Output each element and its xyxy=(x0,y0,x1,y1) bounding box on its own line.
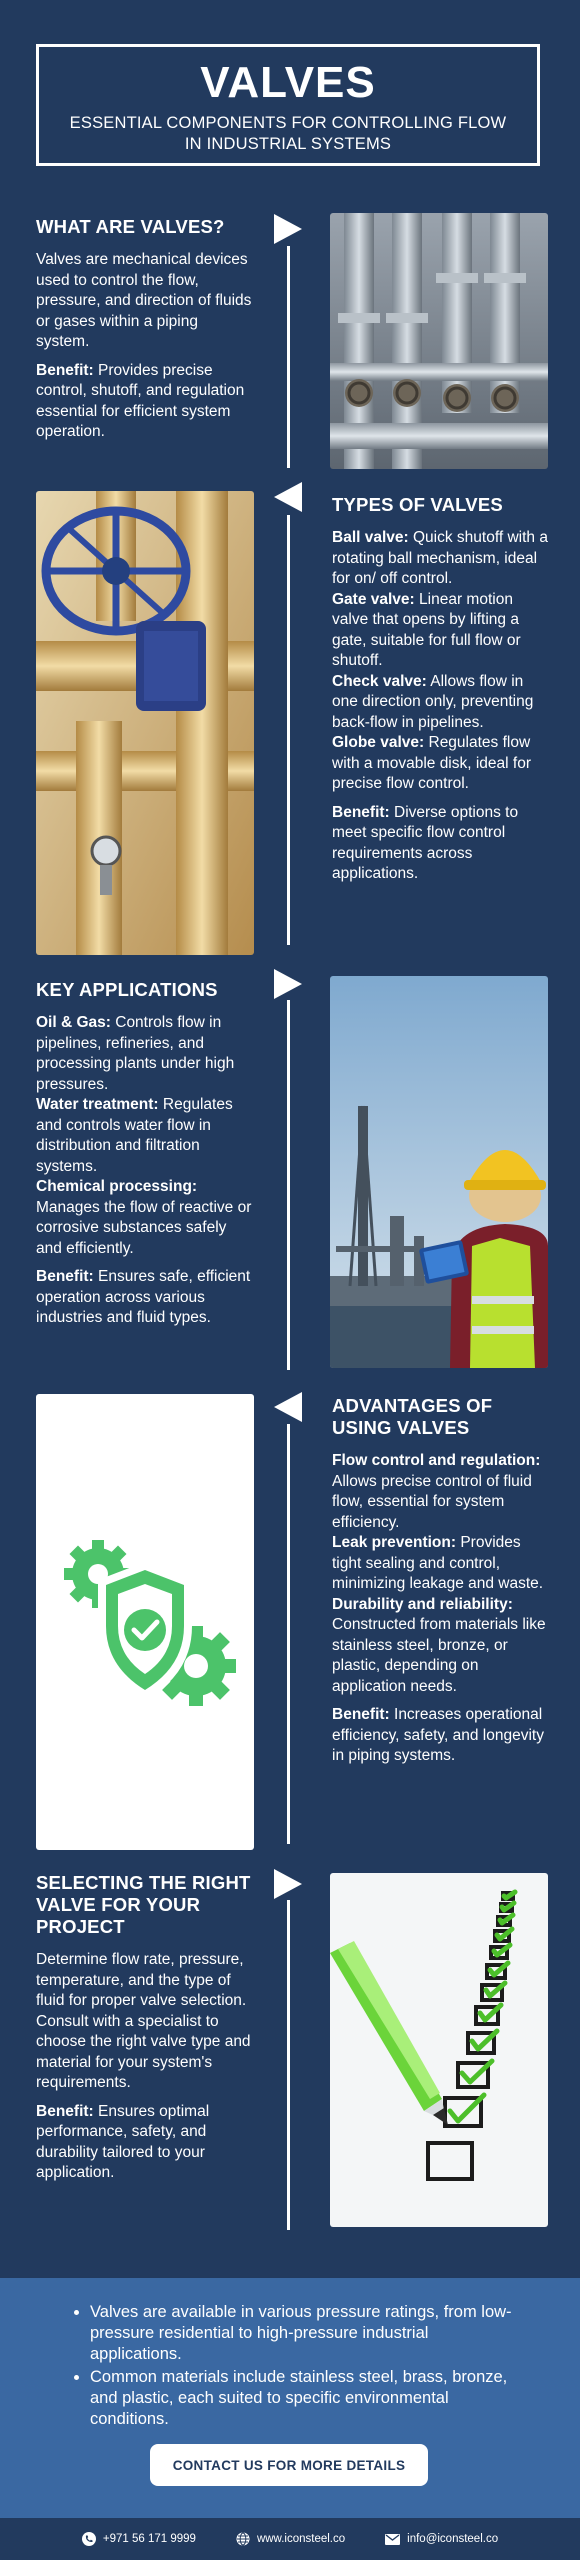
benefit-label: Benefit: xyxy=(36,1268,94,1285)
application-oil-gas xyxy=(36,1013,252,1095)
section-benefit xyxy=(332,1705,548,1767)
type-item-check xyxy=(332,672,548,734)
item-label: Check valve: xyxy=(332,672,427,690)
benefit-text: Diverse options to meet specific flow control requirements across applications. xyxy=(332,803,519,882)
timeline-arrow-right-1 xyxy=(274,214,302,244)
timeline-line-5 xyxy=(287,1900,290,2230)
page-subtitle xyxy=(39,113,537,155)
footer-bullet: • Valves are available in various pressure ratings, from low-pressure residential to high-pressure industrial applications. xyxy=(90,2302,520,2365)
item-text: Regulates flow with a movable disk, ideal for precise flow control. xyxy=(332,734,532,792)
pipes-valves-photo xyxy=(330,213,548,469)
benefit-label: Benefit: xyxy=(36,2102,94,2120)
item-text: Regulates and controls water flow in distribution and filtration systems. xyxy=(36,1096,233,1175)
subtitle-line-2: IN INDUSTRIAL SYSTEMS xyxy=(184,135,392,153)
item-text: Linear motion valve that opens by lifting a gate, suitable for full flow or shutoff. xyxy=(332,590,521,669)
mail-icon xyxy=(385,2534,400,2545)
type-item-gate xyxy=(332,590,548,672)
item-text: Quick shutoff with a rotating ball mechanism, ideal for on/ off control. xyxy=(332,529,548,587)
timeline-line-4 xyxy=(287,1424,290,1844)
type-item-globe xyxy=(332,733,548,795)
phone-icon xyxy=(82,2532,96,2546)
contact-website[interactable] xyxy=(236,2532,345,2546)
contact-us-button[interactable]: CONTACT US FOR MORE DETAILS xyxy=(150,2444,428,2486)
application-water xyxy=(36,1095,252,1177)
footer-notes-band xyxy=(0,2278,580,2518)
section-title: KEY APPLICATIONS xyxy=(36,979,218,1000)
title-line-2: USING VALVES xyxy=(332,1417,470,1438)
title-line-1: SELECTING THE RIGHT xyxy=(36,1872,251,1893)
item-text: Constructed from materials like stainless steel, bronze, or plastic, depending on application needs. xyxy=(332,1616,546,1695)
item-label: Globe valve: xyxy=(332,734,425,751)
timeline-arrow-right-3 xyxy=(274,969,302,999)
section-body: Determine flow rate, pressure, temperature, and the type of fluid for proper valve selection. Consult with a specialist to choose the right valve type and material for your system's requirements. xyxy=(36,1951,251,2091)
timeline-arrow-right-5 xyxy=(274,1869,302,1899)
section-title: WHAT ARE VALVES? xyxy=(36,216,225,237)
advantage-flow-control xyxy=(332,1451,548,1533)
shield-gears-card xyxy=(36,1394,254,1850)
item-text: Manages the flow of reactive or corrosive substances safely and efficiently. xyxy=(36,1198,252,1257)
benefit-label: Benefit: xyxy=(332,803,390,821)
application-chemical xyxy=(36,1177,252,1259)
contact-bar xyxy=(0,2518,580,2560)
section-selecting-valve xyxy=(36,1872,252,2192)
benefit-label: Benefit: xyxy=(36,361,94,379)
item-label: Durability and reliability: xyxy=(332,1595,513,1613)
benefit-text: Ensures safe, efficient operation across various industries and fluid types. xyxy=(36,1268,251,1326)
benefit-text: Ensures optimal performance, safety, and durability tailored to your application. xyxy=(36,2102,210,2181)
section-benefit xyxy=(332,803,548,885)
item-label: Leak prevention: xyxy=(332,1534,457,1551)
contact-email[interactable] xyxy=(385,2533,498,2545)
section-benefit xyxy=(36,1267,252,1329)
contact-phone[interactable] xyxy=(82,2532,196,2546)
pen-icon xyxy=(330,1941,448,2125)
checklist-pen-photo xyxy=(330,1873,548,2227)
yellow-pipes-blue-valve-photo xyxy=(36,491,254,955)
title-line-2: VALVE FOR YOUR xyxy=(36,1894,201,1915)
title-line-3: PROJECT xyxy=(36,1916,125,1937)
item-text: Allows flow in one direction only, preventing back-flow in pipelines. xyxy=(332,672,534,731)
timeline-line-2 xyxy=(287,515,290,945)
website-url: www.iconsteel.co xyxy=(256,2533,346,2545)
section-key-applications xyxy=(36,979,252,1337)
item-label: Oil & Gas: xyxy=(36,1014,111,1031)
benefit-text: Increases operational efficiency, safety, and longevity in piping systems. xyxy=(332,1706,544,1764)
email-address: info@iconsteel.co xyxy=(407,2533,499,2545)
engineer-refinery-photo xyxy=(330,976,548,1368)
section-advantages xyxy=(332,1395,548,1775)
section-title: TYPES OF VALVES xyxy=(332,494,503,515)
footer-bullet: • Common materials include stainless steel, brass, bronze, and plastic, each suited to specific environmental conditions. xyxy=(90,2367,520,2430)
page-title: VALVES xyxy=(200,58,376,107)
item-label: Ball valve: xyxy=(332,529,409,546)
section-body: Valves are mechanical devices used to control the flow, pressure, and direction of fluids or gases within a piping system. xyxy=(36,251,252,350)
section-benefit xyxy=(36,361,252,443)
timeline-arrow-left-4 xyxy=(274,1392,302,1422)
subtitle-line-1: ESSENTIAL COMPONENTS FOR CONTROLLING FLOW xyxy=(69,114,507,132)
timeline-arrow-left-2 xyxy=(274,482,302,512)
section-types-of-valves xyxy=(332,494,548,893)
item-label: Water treatment: xyxy=(36,1096,159,1113)
section-benefit xyxy=(36,2102,252,2184)
item-text: Controls flow in pipelines, refineries, and processing plants under high pressures. xyxy=(36,1014,235,1093)
item-text: Allows precise control of fluid flow, essential for system efficiency. xyxy=(332,1472,532,1531)
footer-bullets xyxy=(36,2302,520,2432)
section-title xyxy=(332,1395,548,1439)
section-what-are-valves xyxy=(36,216,252,451)
item-label: Gate valve: xyxy=(332,590,415,608)
header-banner xyxy=(36,44,540,166)
timeline-line-3 xyxy=(287,1000,290,1370)
benefit-label: Benefit: xyxy=(332,1706,390,1723)
section-title xyxy=(36,1872,252,1938)
type-item-ball xyxy=(332,528,548,590)
phone-number: +971 56 171 9999 xyxy=(102,2533,196,2545)
title-line-1: ADVANTAGES OF xyxy=(332,1395,493,1416)
advantage-leak-prevention xyxy=(332,1533,548,1595)
timeline-line-1 xyxy=(287,246,290,468)
advantage-durability xyxy=(332,1595,548,1698)
item-label: Chemical processing: xyxy=(36,1178,198,1195)
item-label: Flow control and regulation: xyxy=(332,1452,541,1469)
benefit-text: Provides precise control, shutoff, and regulation essential for efficient system operation. xyxy=(36,361,245,440)
item-text: Provides tight sealing and control, minimizing leakage and waste. xyxy=(332,1534,544,1592)
globe-icon xyxy=(236,2532,250,2546)
